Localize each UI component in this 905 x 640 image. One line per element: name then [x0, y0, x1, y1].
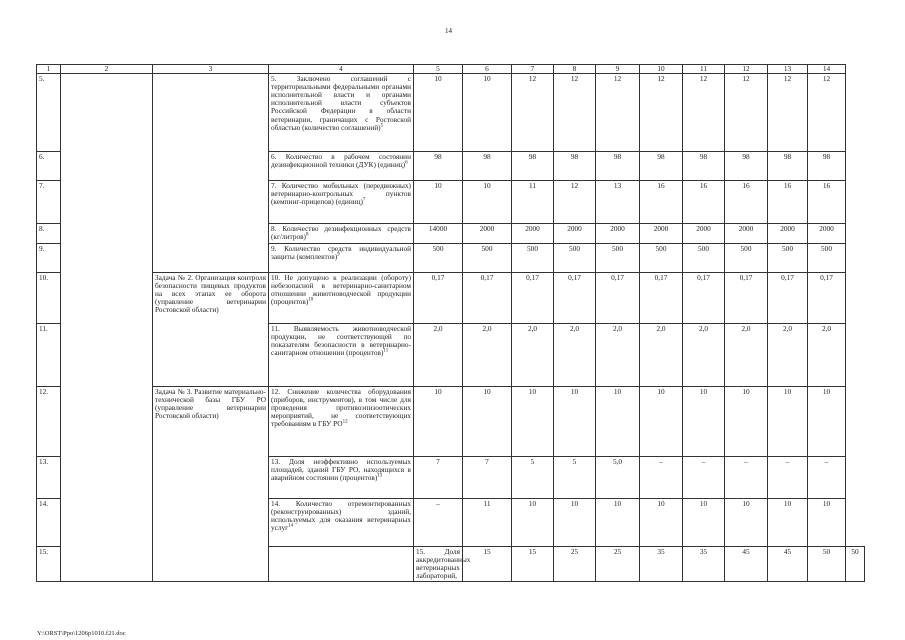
indicator-value: 0,17: [683, 272, 725, 323]
indicator-value: 12: [808, 73, 846, 151]
file-path-footer: Y:\ORST\Ppo\1206p1010.f21.doc: [37, 630, 126, 637]
empty-task-cell: [153, 73, 269, 272]
indicator-value: 12: [596, 73, 640, 151]
indicator-value: 5,0: [596, 456, 640, 498]
indicator-description: [269, 498, 414, 546]
indicator-value: 7: [463, 456, 512, 498]
indicator-value: 25: [596, 546, 640, 582]
indicator-value: 13: [596, 180, 640, 223]
indicator-value: –: [640, 456, 683, 498]
indicator-value: 0,17: [554, 272, 596, 323]
indicator-value: 10: [414, 180, 463, 223]
indicator-text: 10. Не допущено к реализации (обороту) небезопасной в ветеринарно-санитарном отношении животноводческой продукции (процентов): [271, 272, 411, 307]
indicator-value: 12: [554, 180, 596, 223]
indicator-value: 15: [463, 546, 512, 582]
footnote-ref: 9: [337, 252, 340, 258]
header-cell: 1: [37, 65, 61, 74]
indicator-value: –: [808, 456, 846, 498]
footnote-ref: 14: [288, 523, 294, 529]
indicator-value: 16: [640, 180, 683, 223]
table-row: [37, 386, 865, 456]
row-number: 9.: [37, 243, 61, 272]
indicator-value: 500: [512, 243, 554, 272]
indicator-value: 16: [683, 180, 725, 223]
indicator-value: 0,17: [725, 272, 768, 323]
row-number: 7.: [37, 180, 61, 223]
footnote-ref: 7: [362, 197, 366, 203]
indicator-value: 500: [640, 243, 683, 272]
indicator-value: 10: [554, 386, 596, 456]
indicator-value: 5: [554, 456, 596, 498]
indicator-value: 14000: [414, 223, 463, 243]
row-number: 11.: [37, 323, 61, 386]
task-description: Задача № 2. Организация контроля безопасности пищевых продуктов на всех этапах ее оборота (управление ветеринарии Ростовской области): [153, 272, 269, 386]
indicator-value: –: [414, 498, 463, 546]
indicator-text: 5. Заключено соглашений с территориальными федеральными органами исполнительной власти и органами исполнительной власти субъектов Российской Федерации в области ветеринарии, граничащих с Ростовской областью (количество соглашений): [271, 73, 411, 132]
task-description: Задача № 3. Развитие материально-технической базы ГБУ РО (управление ветеринарии Ростовской области): [153, 386, 269, 582]
indicator-value: 45: [768, 546, 808, 582]
indicator-value: 2000: [463, 223, 512, 243]
indicator-value: 2,0: [554, 323, 596, 386]
indicator-text: 9. Количество средств индивидуальной защиты (комплектов): [271, 243, 411, 261]
footnote-ref: 11: [383, 348, 389, 354]
indicator-value: 2000: [725, 223, 768, 243]
row-number: 12.: [37, 386, 61, 456]
indicator-text: 14. Количество отремонтированных (реконструированных) зданий, используемых для оказания ветеринарных услуг: [271, 498, 411, 533]
indicator-value: 10: [554, 498, 596, 546]
indicator-description: [414, 546, 471, 582]
indicator-value: 10: [596, 498, 640, 546]
indicator-value: 0,17: [463, 272, 512, 323]
indicator-value: 10: [596, 386, 640, 456]
indicator-value: 500: [463, 243, 512, 272]
indicator-value: 98: [683, 151, 725, 180]
indicator-value: 2,0: [512, 323, 554, 386]
indicator-value: 12: [640, 73, 683, 151]
indicator-value: 10: [768, 386, 808, 456]
header-cell: 8: [554, 65, 596, 74]
indicator-value: 2000: [808, 223, 846, 243]
indicator-value: 2000: [768, 223, 808, 243]
indicator-text: 6. Количество в рабочем состоянии дезинфекционной техники (ДУК) (единиц): [271, 151, 411, 169]
indicator-value: 98: [554, 151, 596, 180]
indicator-value: –: [725, 456, 768, 498]
header-cell: 7: [512, 65, 554, 74]
indicator-value: 98: [596, 151, 640, 180]
indicator-value: 98: [512, 151, 554, 180]
header-cell: 14: [808, 65, 846, 74]
indicator-value: 15: [512, 546, 554, 582]
indicator-value: 12: [768, 73, 808, 151]
indicator-value: 2,0: [414, 323, 463, 386]
indicator-text: 13. Доля неэффективно используемых площадей, зданий ГБУ РО, находящихся в аварийном состоянии (процентов): [271, 456, 411, 482]
indicator-value: 500: [808, 243, 846, 272]
header-cell: 5: [414, 65, 463, 74]
header-cell: 4: [269, 65, 414, 74]
empty-task-cell: [269, 546, 414, 582]
indicator-value: 10: [725, 498, 768, 546]
row-number: 10.: [37, 272, 61, 323]
indicator-value: 10: [463, 73, 512, 151]
indicator-value: 2000: [640, 223, 683, 243]
indicator-description: [269, 386, 414, 456]
indicator-value: 10: [463, 386, 512, 456]
indicator-value: 10: [808, 386, 846, 456]
indicator-description: [269, 323, 414, 386]
indicator-value: 11: [512, 180, 554, 223]
indicator-value: 0,17: [414, 272, 463, 323]
indicator-text: 11. Выявляемость животноводческой продукции, не соответствующей по показателям безопасности в ветеринарно-санитарном отношении (процентов): [271, 323, 411, 358]
indicator-value: 11: [463, 498, 512, 546]
indicator-description: [269, 272, 414, 323]
indicators-table: [36, 64, 865, 582]
indicator-value: 16: [725, 180, 768, 223]
indicator-value: –: [683, 456, 725, 498]
page-number: 14: [445, 27, 452, 35]
indicator-value: 2,0: [725, 323, 768, 386]
indicator-value: 98: [463, 151, 512, 180]
indicator-value: 12: [554, 73, 596, 151]
indicator-value: 2000: [554, 223, 596, 243]
footnote-ref: 10: [308, 297, 314, 303]
row-number: 14.: [37, 498, 61, 546]
indicator-value: 500: [725, 243, 768, 272]
indicator-value: 500: [554, 243, 596, 272]
indicator-value: 0,17: [808, 272, 846, 323]
footnote-ref: 5: [380, 123, 384, 129]
row-number: 13.: [37, 456, 61, 498]
indicator-description: [269, 180, 414, 223]
indicator-value: 98: [725, 151, 768, 180]
indicator-value: 16: [768, 180, 808, 223]
indicator-value: 0,17: [768, 272, 808, 323]
indicator-value: 25: [554, 546, 596, 582]
indicator-description: [269, 456, 414, 498]
indicator-text: 12. Снижение количества оборудования (приборов, инструментов), в том числе для проведения противоэпизоотических мероприятий, не соответствующих требованиям в ГБУ РО: [271, 386, 411, 429]
footnote-ref: 8: [306, 232, 309, 238]
indicator-value: 12: [725, 73, 768, 151]
indicator-value: 35: [683, 546, 725, 582]
indicator-text: 8. Количество дезинфекционных средств (кг/литров): [271, 223, 411, 241]
indicator-value: 50: [846, 546, 865, 582]
indicator-value: 16: [808, 180, 846, 223]
indicator-value: 10: [512, 386, 554, 456]
indicator-value: 500: [768, 243, 808, 272]
indicator-value: 2,0: [596, 323, 640, 386]
indicator-value: 98: [414, 151, 463, 180]
indicator-value: 5: [512, 456, 554, 498]
indicator-value: 0,17: [512, 272, 554, 323]
footnote-ref: 6: [405, 160, 408, 166]
indicator-value: 2000: [512, 223, 554, 243]
indicator-value: 10: [768, 498, 808, 546]
indicator-value: 98: [808, 151, 846, 180]
indicator-value: –: [768, 456, 808, 498]
indicator-value: 2000: [596, 223, 640, 243]
header-cell: 3: [153, 65, 269, 74]
indicator-text: 7. Количество мобильных (передвижных) ветеринарно-контрольных пунктов (кемпинг-прицепов) (единиц): [271, 180, 411, 206]
indicator-value: 10: [463, 180, 512, 223]
indicator-value: 10: [512, 498, 554, 546]
footnote-ref: 12: [342, 419, 348, 425]
indicator-value: 12: [512, 73, 554, 151]
header-cell: 6: [463, 65, 512, 74]
indicator-value: 12: [683, 73, 725, 151]
row-number: 6.: [37, 151, 61, 180]
indicator-value: 98: [768, 151, 808, 180]
row-number: 15.: [37, 546, 61, 582]
indicator-value: 2,0: [683, 323, 725, 386]
header-cell: 9: [596, 65, 640, 74]
indicator-value: 500: [414, 243, 463, 272]
table-row: [37, 272, 865, 323]
indicator-value: 10: [640, 498, 683, 546]
indicator-value: 50: [808, 546, 846, 582]
header-cell: 11: [683, 65, 725, 74]
indicator-description: [269, 243, 414, 272]
indicator-value: 0,17: [596, 272, 640, 323]
header-cell: 13: [768, 65, 808, 74]
row-number: 8.: [37, 223, 61, 243]
indicator-value: 98: [640, 151, 683, 180]
indicator-value: 10: [725, 386, 768, 456]
header-cell: 12: [725, 65, 768, 74]
indicator-value: 10: [414, 73, 463, 151]
indicator-description: [269, 73, 414, 151]
indicator-value: 2,0: [808, 323, 846, 386]
row-number: 5.: [37, 73, 61, 151]
indicator-value: 2000: [683, 223, 725, 243]
indicator-description: [269, 223, 414, 243]
indicator-value: 10: [414, 386, 463, 456]
column-number-header: [37, 65, 865, 74]
indicator-value: 500: [683, 243, 725, 272]
table-row: [37, 73, 865, 151]
indicator-description: [269, 151, 414, 180]
indicator-value: 45: [725, 546, 768, 582]
indicator-value: 10: [808, 498, 846, 546]
indicator-value: 0,17: [640, 272, 683, 323]
indicator-value: 10: [683, 386, 725, 456]
indicator-text: 15. Доля аккредитованных ветеринарных лабораторий,: [416, 546, 471, 581]
indicator-value: 10: [640, 386, 683, 456]
header-cell: 2: [61, 65, 153, 74]
indicator-value: 500: [596, 243, 640, 272]
indicator-value: 35: [640, 546, 683, 582]
empty-column-2: [61, 73, 153, 582]
indicator-value: 2,0: [640, 323, 683, 386]
indicator-value: 2,0: [463, 323, 512, 386]
indicator-value: 2,0: [768, 323, 808, 386]
indicator-value: 10: [683, 498, 725, 546]
indicator-value: 7: [414, 456, 463, 498]
header-cell: 10: [640, 65, 683, 74]
footnote-ref: 13: [377, 473, 383, 479]
